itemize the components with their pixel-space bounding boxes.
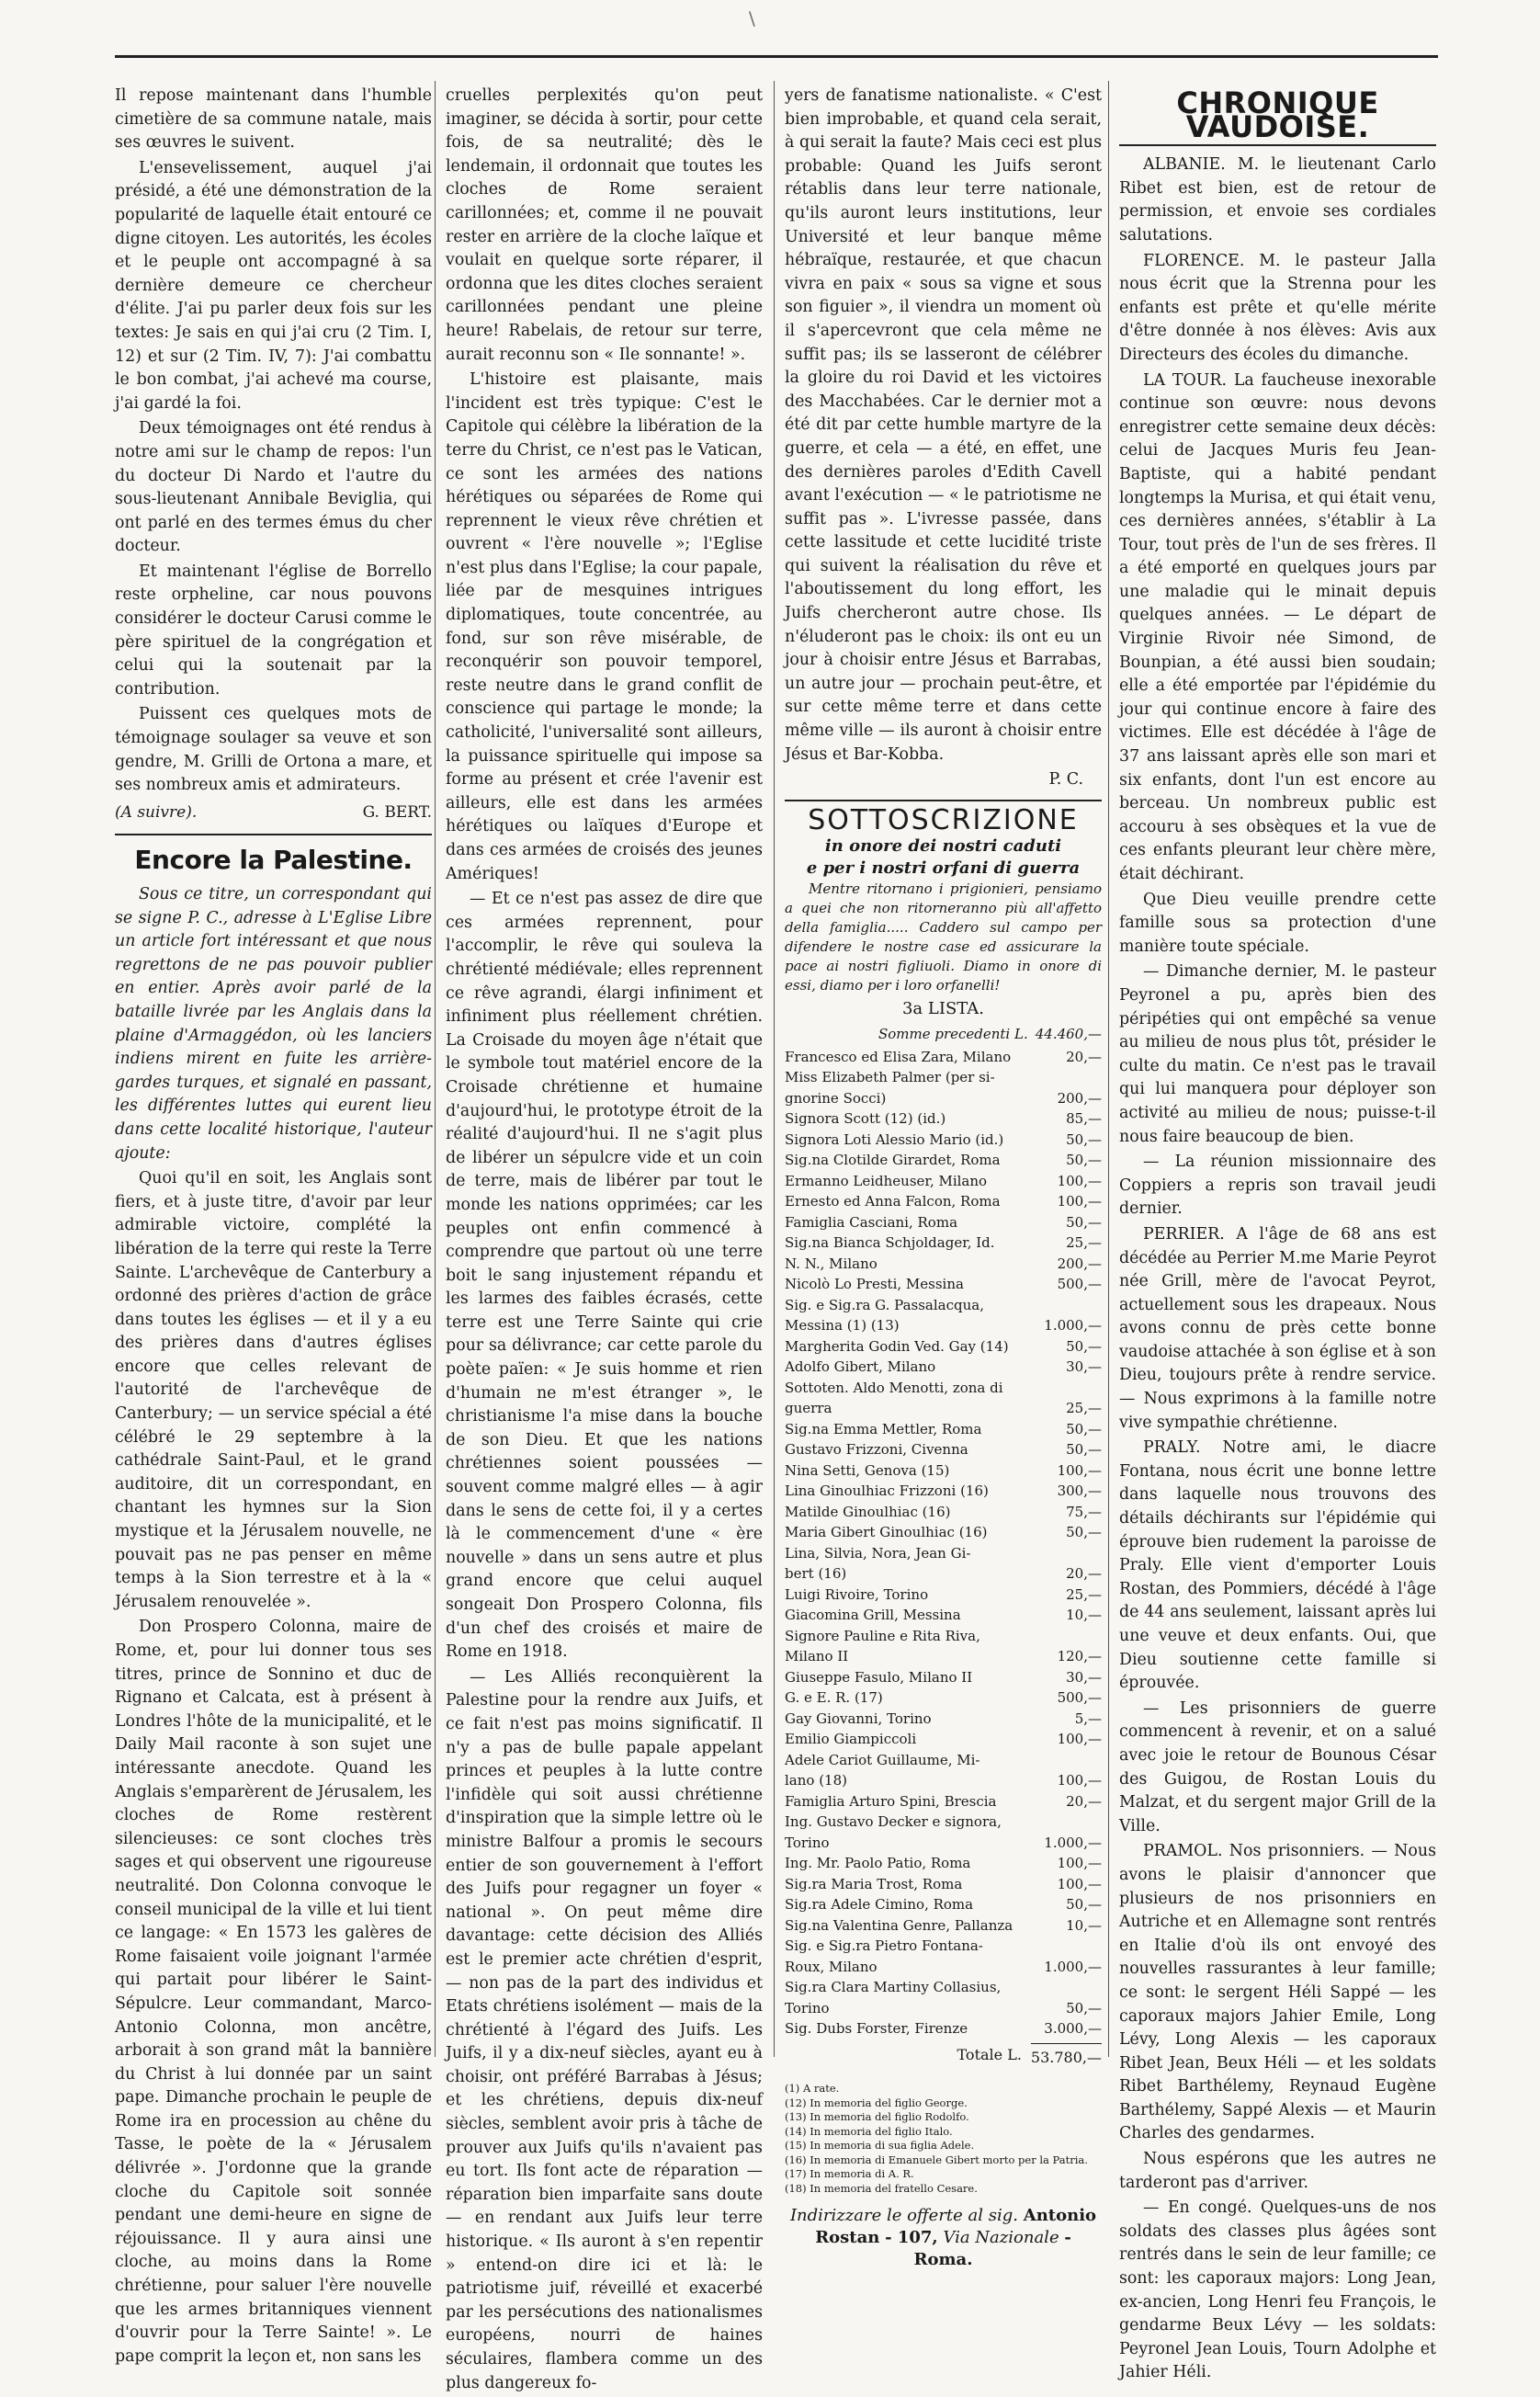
donor-amount: 100,— [1057,1731,1102,1748]
paragraph: cruelles perplexités qu'on peut imaginer, se décida à sortir, pour cette fois, de sa neutralité; dès le lendemain, il ordonnait que toutes les cloches de Rome seraient carillonnées; et, comme il ne pouvait rester en arrière de la cloche laïque et voulait en quelque sorte réparer, il ordonna que les dites cloches seraient carillonnées pendant une pleine heure! Rabelais, de retour sur terre, aurait reconnu son « Ile sonnante! ». [446,86,763,364]
donor-name: Ernesto ed Anna Falcon, Roma [785,1193,1001,1210]
donor-row [785,1709,1102,1730]
donor-name: Miss Elizabeth Palmer (per si- [785,1069,995,1086]
donor-row [785,1171,1102,1192]
donor-amount: 300,— [1057,1483,1102,1500]
donor-amount: 25,— [1066,1585,1102,1603]
donor-name: N. N., Milano [785,1255,878,1272]
donor-name: Sig.na Emma Mettler, Roma [785,1420,982,1437]
signature: P. C. [1048,770,1083,790]
article-heading: Encore la Palestine. [134,845,413,876]
donor-row [785,1894,1102,1915]
footnote: (16) In memoria di Emanuele Gibert morto per la Patria. [785,2153,1088,2166]
column-divider [774,81,775,2057]
footnote: (12) In memoria del figlio George. [785,2096,968,2109]
subscription-subtitle: e per i nostri orfani di guerra [806,858,1081,879]
donor-name: Emilio Giampiccoli [785,1731,917,1748]
column-divider [1108,81,1109,2057]
donor-name: Ermanno Leidheuser, Milano [785,1172,988,1189]
donor-row [785,1130,1102,1151]
footnotes [785,2082,1102,2196]
donor-amount: 50,— [1066,1420,1102,1437]
donor-amount: 50,— [1066,1130,1102,1148]
donor-list [785,1047,1102,2039]
donor-name: Adele Cariot Guillaume, Mi- [785,1751,980,1768]
donor-amount: 1.000,— [1044,1834,1102,1851]
donor-amount: 100,— [1057,1193,1102,1210]
paragraph: Don Prospero Colonna, maire de Rome, et, pour lui donner tous ses titres, prince de Sonnino et duc de Rignano et Calcata, est à présent à Londres l'hôte de la municipalité, et le Daily Mail raconte à son sujet une intéressante anecdote. Quand les Anglais s'emparèrent de Jérusalem, les cloches de Rome restèrent silencieuses: ce sont cloches très sages et qui observent une rigoureuse neutralité. Don Colonna convoque le conseil municipal de la ville et lui tient ce langage: « En 1573 les galères de Rome faisaient voile joignant l'armée qui partait pour libérer le Saint-Sépulcre. Leur commandant, Marco-Antonio Colonna, mon ancêtre, arborait à son grand mât la bannière du Christ à lui donnée par un saint pape. Dimanche prochain le peuple de Rome ira en procession au chêne du Tasse, le poète de la « Jérusalem délivrée ». J'ordonne que la grande cloche du Capitole soit sonnée pendant une demi-heure en signe de réjouissance. Il y aura ainsi une cloche, au moins dans la Rome chrétienne, pour saluer l'ère nouvelle que les armes britanniques viennent d'ouvrir pour la Terre Sainte! ». Le pape comprit la leçon et, non sans les [115,1618,432,2366]
donor-amount [1041,1812,1102,1833]
donor-row [785,1233,1102,1254]
paragraph: PRAMOL. Nos prisonniers. — Nous avons le plaisir d'annoncer que plusieurs de nos prisonniers en Autriche et en Allemagne sont rentrés en Italie d'où ils ont envoyé des nouvelles rassurantes à leur famille; ce sont: le sergent Héli Sappé — les caporaux majors Jahier Emile, Long Lévy, Long Alexis — les caporaux Ribet Jean, Beux Héli — et les soldats Ribet Barthélemy, Reynaud Eugène Barthélemy, Sappé Alexis — et Maurin Charles des gendarmes. [1119,1842,1436,2143]
donor-amount: 200,— [1057,1255,1102,1272]
previous-total [785,1023,1102,1047]
subscription-appeal: Mentre ritornano i prigionieri, pensiamo a quei che non ritorneranno più all'affetto della famiglia..... Caddero sul campo per difendere le nostre case ed assicurare la pace ai nostri figliuoli. Diamo in onore di essi, diamo per i loro orfanelli! [785,880,1102,994]
total-line [785,2043,1102,2070]
donor-amount: 10,— [1066,1607,1102,1624]
section-rule [1119,144,1436,146]
donor-row [785,1687,1102,1709]
column-2 [446,85,763,2397]
footnote: (13) In memoria del figlio Rodolfo. [785,2110,969,2124]
donor-amount: 200,— [1057,1089,1102,1107]
donor-row [785,1460,1102,1482]
donor-row [785,1957,1102,1978]
donor-amount: 500,— [1057,1276,1102,1293]
paragraph: Quoi qu'il en soit, les Anglais sont fiers, et à juste titre, d'avoir par leur admirable victoire, complété la libération de la terre qui reste la Terre Sainte. L'archevêque de Canterbury a ordonné des prières d'action de grâce dans toutes les églises — et il y a eu des prières dans d'autres églises encore que celles relevant de l'autorité de l'archevêque de Canterbury; — un service spécial a été célébré le 29 septembre à la cathédrale Saint-Paul, et le grand auditoire, dit un correspondant, en chantant les hymnes sur la Sion mystique et la Jérusalem nouvelle, ne pouvait pas ne pas penser en même temps à la Sion terrestre et à la « Jérusalem renouvelée ». [115,1169,432,1611]
donor-amount: 85,— [1066,1110,1102,1128]
address-surname: Rostan [815,2228,880,2248]
donor-amount: 50,— [1066,1524,1102,1541]
donor-row [785,1770,1102,1791]
donor-name: bert (16) [785,1565,847,1583]
donor-name: Adolfo Gibert, Milano [785,1358,936,1376]
donor-row [785,1191,1102,1212]
donor-row [785,1212,1102,1233]
donor-name: Ing. Gustavo Decker e signora, [785,1813,1002,1831]
donor-row [785,1543,1102,1564]
donor-row [785,1108,1102,1130]
author: G. BERT. [362,802,432,822]
donor-name: Matilde Ginoulhiac (16) [785,1503,951,1520]
donor-name: Signora Scott (12) (id.) [785,1110,946,1128]
footnote: (1) A rate. [785,2082,840,2096]
previous-total-label: Somme precedenti L. [878,1026,1028,1042]
donor-row [785,1853,1102,1874]
donor-name: Maria Gibert Ginoulhiac (16) [785,1524,988,1541]
paragraph: Puissent ces quelques mots de témoignage soulager sa veuve et son gendre, M. Grilli de Ortona a mare, et ses nombreux amis et admirateurs. [115,705,432,795]
donor-amount: 30,— [1066,1668,1102,1686]
donor-amount: 100,— [1057,1772,1102,1789]
donor-amount: 25,— [1066,1400,1102,1417]
donor-row [785,1585,1102,1606]
donor-row [785,1274,1102,1295]
article-intro: Sous ce titre, un correspondant qui se signe P. C., adresse à L'Eglise Libre un article fort intéressant et que nous regrettons de ne pas pouvoir publier en entier. Après avoir parlé de la bataille livrée par les Anglais dans la plaine d'Armaggédon, où les lanciers indiens mirent en fuite les arrière-gardes turques, et signalé en passant, les différentes luttes qui eurent lieu dans cette localité historique, l'auteur ajoute: [115,885,432,1163]
paragraph: — La réunion missionnaire des Coppiers a repris son travail jeudi dernier. [1119,1153,1436,1219]
donor-row [785,1481,1102,1502]
donor-name: Torino [785,1999,830,2016]
donor-amount [1041,1295,1102,1316]
donor-name: Ing. Mr. Paolo Patio, Roma [785,1855,971,1872]
paragraph: LA TOUR. La faucheuse inexorable continue son œuvre: nous devons enregistrer cette semaine deux décès: celui de Jacques Muris feu Jean-Baptiste, qui a habité pendant longtemps la Murisa, et qui était venu, ces dernières années, s'établir à La Tour, tout près de l'un de ses frères. Il a été emporté en quelques jours par une maladie qui le minait depuis quelques années. — Le départ de Virginie Rivoir née Simond, de Bounpian, a été aussi bien soudain; elle a été emportée par l'épidémie du jour qui continue encore à faire des victimes. Elle est décédée à l'âge de 37 ans laissant après elle son mari et six enfants, dont l'un est encore au berceau. Un nombreux public est accouru à ses obsèques et la vue de ces enfants pleurant leur chère mère, était déchirant. [1119,370,1436,883]
donor-amount: 50,— [1066,1441,1102,1459]
paragraph: Il repose maintenant dans l'humble cimetière de sa commune natale, mais ses œuvres le suivent. [115,86,432,153]
donor-name: Sig. e Sig.ra Pietro Fontana- [785,1937,983,1955]
donor-name: Sig.na Bianca Schjoldager, Id. [785,1234,995,1252]
donor-name: Sig. Dubs Forster, Firenze [785,2020,968,2038]
address-city: - Roma. [913,2228,1071,2270]
donor-row [785,1502,1102,1523]
donor-name: Nina Setti, Genova (15) [785,1461,950,1479]
donor-row [785,1936,1102,1957]
donor-name: Margherita Godin Ved. Gay (14) [785,1337,1009,1355]
donor-name: Roux, Milano [785,1958,878,1975]
donor-row [785,1067,1102,1088]
address-text: Indirizzare le offerte al sig. [789,2206,1018,2226]
paragraph: — Les prisonniers de guerre commencent à revenir, et on a salué avec joie le retour de Bounous César des Guigou, de Rostan Louis du Malzat, et du sergent major Grill de la Ville. [1119,1698,1436,1835]
donor-name: Signore Pauline e Rita Riva, [785,1627,980,1644]
donor-amount: 20,— [1066,1048,1102,1065]
signature-line [115,801,432,825]
donor-name: Sig.ra Clara Martiny Collasius, [785,1979,1002,1996]
donor-name: G. e E. R. (17) [785,1689,883,1707]
donor-amount: 75,— [1066,1503,1102,1520]
donor-name: Sig. e Sig.ra G. Passalacqua, [785,1296,984,1313]
donor-row [785,1646,1102,1667]
paragraph: — Les Alliés reconquièrent la Palestine pour la rendre aux Juifs, et ce fait n'est pas moins significatif. Il n'y a pas de bulle papale appelant princes et peuples à la lutte contre l'infidèle qui soit aussi chrétienne d'inspiration que la simple lettre où le ministre Balfour a promis le secours entier de son gouvernement à l'effort des Juifs pour regagner un foyer « national ». On peut même dire davantage: cette décision des Alliés est le premier acte chrétien d'esprit, — non pas de la part des individus et Etats chrétiens isolément — mais de la chrétienté à l'égard des Juifs. Les Juifs, il y a dix-neuf siècles, ayant eu à choisir, ont préféré Barrabas à Jésus; et les chrétiens, depuis dix-neuf siècles, semblent avoir pris à tâche de prouver aux Juifs qu'ils n'avaient pas eu tort. Ils font acte de réparation — réparation bien imparfaite sans doute — en rendant aux Juifs leur terre historique. « Ils auront à s'en repentir » entend-on dire ici et là: le patriotisme juif, réveillé et exacerbé par les persécutions des nationalismes européens, nourri de haines séculaires, flambera comme un des plus dangereux fo- [446,1667,763,2392]
paragraph: L'histoire est plaisante, mais l'incident est très typique: C'est le Capitole qui célèbre la libération de la terre du Christ, ce n'est pas le Vatican, ce sont les armées des nations hérétiques ou séparées de Rome qui reprennent le vieux rêve chrétien et ouvrent « l'ère nouvelle »; l'Eglise n'est plus dans l'Eglise; la cour papale, liée par de mesquines intrigues diplomatiques, toute concentrée, au fond, sur son rêve misérable, de reconquérir son pouvoir temporel, reste neutre dans le grand conflit de conscience qui partage le monde; la catholicité, l'universalité sont ailleurs, la puissance spirituelle qui impose sa forme au présent et crée l'avenir est ailleurs, elle est dans les armées hérétiques ou laïques d'Europe et dans ces armées de croisés des jeunes Amériques! [446,370,763,883]
paragraph: PERRIER. A l'âge de 68 ans est décédée au Perrier M.me Marie Peyrot née Grill, mère de l'avocat Peyrot, actuellement sous les drapeaux. Nous avons connu de près cette bonne vaudoise attachée à son église et à son Dieu, toujours prête à rendre service. — Nous exprimons à la famille notre vive sympathie chrétienne. [1119,1224,1436,1432]
donor-name: Giacomina Grill, Messina [785,1607,961,1624]
donor-name: Sig.ra Adele Cimino, Roma [785,1896,974,1914]
donor-amount [1041,1626,1102,1647]
donor-name: Luigi Rivoire, Torino [785,1585,929,1603]
donor-amount: 50,— [1066,1896,1102,1914]
donor-amount: 100,— [1057,1461,1102,1479]
donor-row [785,1977,1102,1998]
donor-amount: 100,— [1057,1172,1102,1189]
donor-row [785,1812,1102,1833]
chronicle-title: CHRONIQUE VAUDOISE. [1176,85,1379,144]
column-divider [435,81,436,2057]
donor-row [785,1563,1102,1585]
donor-amount: 30,— [1066,1358,1102,1376]
donor-amount: 1.000,— [1044,1317,1102,1335]
address-note [785,2205,1102,2271]
donor-row [785,1791,1102,1812]
donor-row [785,1750,1102,1771]
donor-amount: 3.000,— [1044,2020,1102,2038]
donor-name: Lina Ginoulhiac Frizzoni (16) [785,1483,989,1500]
donor-amount: 120,— [1057,1648,1102,1665]
top-rule [115,55,1438,58]
donor-row [785,1398,1102,1419]
total-amount: 53.780,— [1031,2043,1102,2070]
donor-amount [1041,1750,1102,1771]
subscription-subtitle: in onore dei nostri caduti [824,836,1062,857]
donor-amount [1041,1067,1102,1088]
donor-row [785,2018,1102,2039]
donor-name: Torino [785,1834,830,1851]
donor-amount [1041,1378,1102,1399]
paragraph: yers de fanatisme nationaliste. « C'est bien improbable, et quand cela serait, à qui serait la faute? Mais ceci est plus probable: Quand les Juifs seront rétablis dans leur terre nationale, qu'ils auront leurs institutions, leur Université et leur banque même hébraïque, restaurée, et que chacun vivra en paix « sous sa vigne et sous son figuier », il viendra un moment où il s'apercevront que cela même ne suffit pas; ils se lasseront de célébrer la gloire du roi David et les victoires des Macchabées. Car le dernier mot a été dit par cette humble martyre de la guerre, et cela — a été, en effet, une des dernières paroles d'Edith Cavell avant l'exécution — « le patriotisme ne suffit pas ». L'ivresse passée, dans cette lassitude et cette lucidité triste qui suivent la réalisation du rêve et l'aboutissement du long effort, les Juifs chercheront autre chose. Ils n'éluderont pas le choix: ils ont eu un jour à choisir entre Jésus et Barrabas, un autre jour — prochain peut-être, et sur cette même terre et dans cette même ville — ils auront à choisir entre Jésus et Bar-Kobba. [785,86,1102,764]
footnote: (18) In memoria del fratello Cesare. [785,2181,978,2195]
donor-amount: 100,— [1057,1855,1102,1872]
donor-row [785,1439,1102,1460]
donor-row [785,1254,1102,1275]
donor-row [785,1833,1102,1854]
donor-row [785,1522,1102,1543]
donor-name: lano (18) [785,1772,847,1789]
donor-row [785,1874,1102,1895]
donor-amount: 100,— [1057,1875,1102,1892]
donor-amount [1041,1977,1102,1998]
donor-row [785,1088,1102,1109]
paragraph: Que Dieu veuille prendre cette famille sous sa protection d'une manière toute spéciale. [1119,890,1436,956]
address-number: - 107, [885,2228,938,2248]
donor-row [785,1419,1102,1440]
donor-name: Gustavo Frizzoni, Civenna [785,1441,968,1459]
address-street: Via Nazionale [943,2228,1059,2248]
donor-name: Sig.na Valentina Genre, Pallanza [785,1916,1013,1934]
column-4 [1119,85,1436,2387]
donor-row [785,1626,1102,1647]
donor-amount: 50,— [1066,1337,1102,1355]
footnote: (14) In memoria del figlio Italo. [785,2124,953,2138]
subscription-title: SOTTOSCRIZIONE [808,803,1079,836]
donor-row [785,1605,1102,1626]
donor-name: Signora Loti Alessio Mario (id.) [785,1130,1004,1148]
donor-name: Milano II [785,1648,849,1665]
donor-name: Francesco ed Elisa Zara, Milano [785,1048,1012,1065]
paragraph: FLORENCE. M. le pasteur Jalla nous écrit que la Strenna pour les enfants est prête et qu'elle mérite d'être donnée à nos élèves: Avis aux Directeurs des écoles du dimanche. [1119,251,1436,364]
donor-name: Sottoten. Aldo Menotti, zona di [785,1379,1003,1396]
donor-amount [1041,1936,1102,1957]
donor-name: Sig.na Clotilde Girardet, Roma [785,1152,1001,1169]
total-label: Totale L. [957,2045,1022,2063]
donor-name: Nicolò Lo Presti, Messina [785,1276,964,1293]
donor-row [785,1729,1102,1750]
donor-name: Lina, Silvia, Nora, Jean Gi- [785,1544,971,1562]
donor-amount: 10,— [1066,1916,1102,1934]
donor-row [785,1295,1102,1316]
donor-amount: 20,— [1066,1792,1102,1810]
donor-name: gnorine Socci) [785,1089,887,1107]
donor-name: Gay Giovanni, Torino [785,1710,932,1727]
donor-name: Famiglia Arturo Spini, Brescia [785,1792,997,1810]
column-3 [785,85,1102,2271]
paragraph: L'ensevelissement, auquel j'ai présidé, a été une démonstration de la popularité de laquelle était entouré ce digne citoyen. Les autorités, les écoles et le peuple ont accompagné à sa dernière demeure ce chercheur d'élite. J'ai pu parler deux fois sur les textes: Je sais en qui j'ai cru (2 Tim. I, 12) et sur (2 Tim. IV, 7): J'ai combattu le bon combat, j'ai achevé ma course, j'ai gardé la foi. [115,158,432,413]
donor-row [785,1336,1102,1358]
to-be-continued: (A suivre). [115,802,198,822]
donor-name: Famiglia Casciani, Roma [785,1213,958,1231]
donor-name: guerra [785,1400,832,1417]
address-name: Antonio [1023,2206,1097,2226]
section-rule [115,834,432,835]
donor-amount: 25,— [1066,1234,1102,1252]
paragraph: Nous espérons que les autres ne tarderont pas d'arriver. [1119,2150,1436,2192]
section-rule [785,800,1102,801]
donor-amount: 20,— [1066,1565,1102,1583]
paragraph: — Et ce n'est pas assez de dire que ces armées reprennent, pour l'accomplir, le rêve qui souleva la chrétienté médiévale; elles reprennent ce rêve agrandi, élargi infiniment et infiniment plus réellement chrétien. La Croisade du moyen âge n'était que le symbole tout matériel encore de la Croisade chrétienne et humaine d'aujourd'hui, le prototype étroit de la réalité d'aujourd'hui. Il ne s'agit plus de libérer un sépulcre vide et un coin de terre, mais de libérer par tout le monde les nations opprimées; car les peuples ont enfin commencé à comprendre que partout où une terre boit le sang injustement répandu et les larmes des faibles écrasés, cette terre est une Terre Sainte qui crie pour sa délivrance; car cette parole du poète païen: « Je suis homme et rien d'humain ne m'est étranger », le christianisme l'a mise dans la bouche de son Dieu. Et que les nations chrétiennes soient poussées — souvent comme malgré elles — à agir dans le sens de cette foi, il y a certes là le commencement d'une « ère nouvelle » dans un sens autre et plus grand encore que celui auquel songeait Don Prospero Colonna, fils d'un chef des croisés et maire de Rome en 1918. [446,890,763,1662]
donor-name: Giuseppe Fasulo, Milano II [785,1668,973,1686]
column-1 [115,85,432,2370]
donor-amount: 50,— [1066,1213,1102,1231]
footnote: (17) In memoria di A. R. [785,2167,914,2181]
donor-amount: 5,— [1074,1710,1102,1727]
donor-row [785,1357,1102,1378]
donor-row [785,1667,1102,1688]
donor-amount [1041,1543,1102,1564]
footnote: (15) In memoria di sua figlia Adele. [785,2139,975,2153]
previous-total-amount: 44.460,— [1035,1026,1102,1042]
paragraph: PRALY. Notre ami, le diacre Fontana, nous écrit une bonne lettre dans laquelle nous trouvons des détails déchirants sur l'épidémie qui éprouve bien rudement la paroisse de Praly. Elle vient d'emporter Louis Rostan, des Pommiers, décédé à l'âge de 44 ans seulement, laissant après lui une veuve et deux enfants. Oui, que Dieu soutienne cette famille si éprouvée. [1119,1438,1436,1693]
paragraph: Et maintenant l'église de Borrello reste orpheline, car nous pouvons considérer le docteur Carusi comme le père spirituel de la congrégation et celui qui la soutenait par la contribution. [115,562,432,699]
donor-row [785,1315,1102,1336]
donor-row [785,1150,1102,1171]
donor-name: Messina (1) (13) [785,1317,900,1335]
donor-row [785,1378,1102,1399]
donor-amount: 50,— [1066,1152,1102,1169]
donor-name: Sig.ra Maria Trost, Roma [785,1875,963,1892]
list-number: 3a LISTA. [901,999,985,1019]
donor-row [785,1998,1102,2019]
paragraph: Deux témoignages ont été rendus à notre ami sur le champ de repos: l'un du docteur Di Nardo et l'autre du sous-lieutenant Annibale Beviglia, qui ont parlé en des termes émus du cher docteur. [115,419,432,556]
donor-row [785,1047,1102,1068]
paragraph: — En congé. Quelques-uns de nos soldats des classes plus âgées sont rentrés dans le sein de leur famille; ce sont: les caporaux majors: Long Jean, ex-ancien, Long Henri feu François, le gendarme Beux Lévy — les soldats: Peyronel Jean Louis, Tourn Adolphe et Jahier Héli. [1119,2198,1436,2382]
donor-row [785,1915,1102,1937]
paragraph: ALBANIE. M. le lieutenant Carlo Ribet est bien, est de retour de permission, et envoie ses cordiales salutations. [1119,155,1436,244]
donor-amount: 500,— [1057,1689,1102,1707]
donor-amount: 1.000,— [1044,1958,1102,1975]
paragraph: — Dimanche dernier, M. le pasteur Peyronel a pu, après bien des péripéties qui ont empêché sa venue au milieu de nous plus tôt, présider le culte du matin. Ce n'est pas le travail qui lui manquera pour déployer son activité au milieu de nous; puisse-t-il nous faire beaucoup de bien. [1119,962,1436,1146]
donor-amount: 50,— [1066,1999,1102,2016]
page-mark: \ [749,7,755,29]
